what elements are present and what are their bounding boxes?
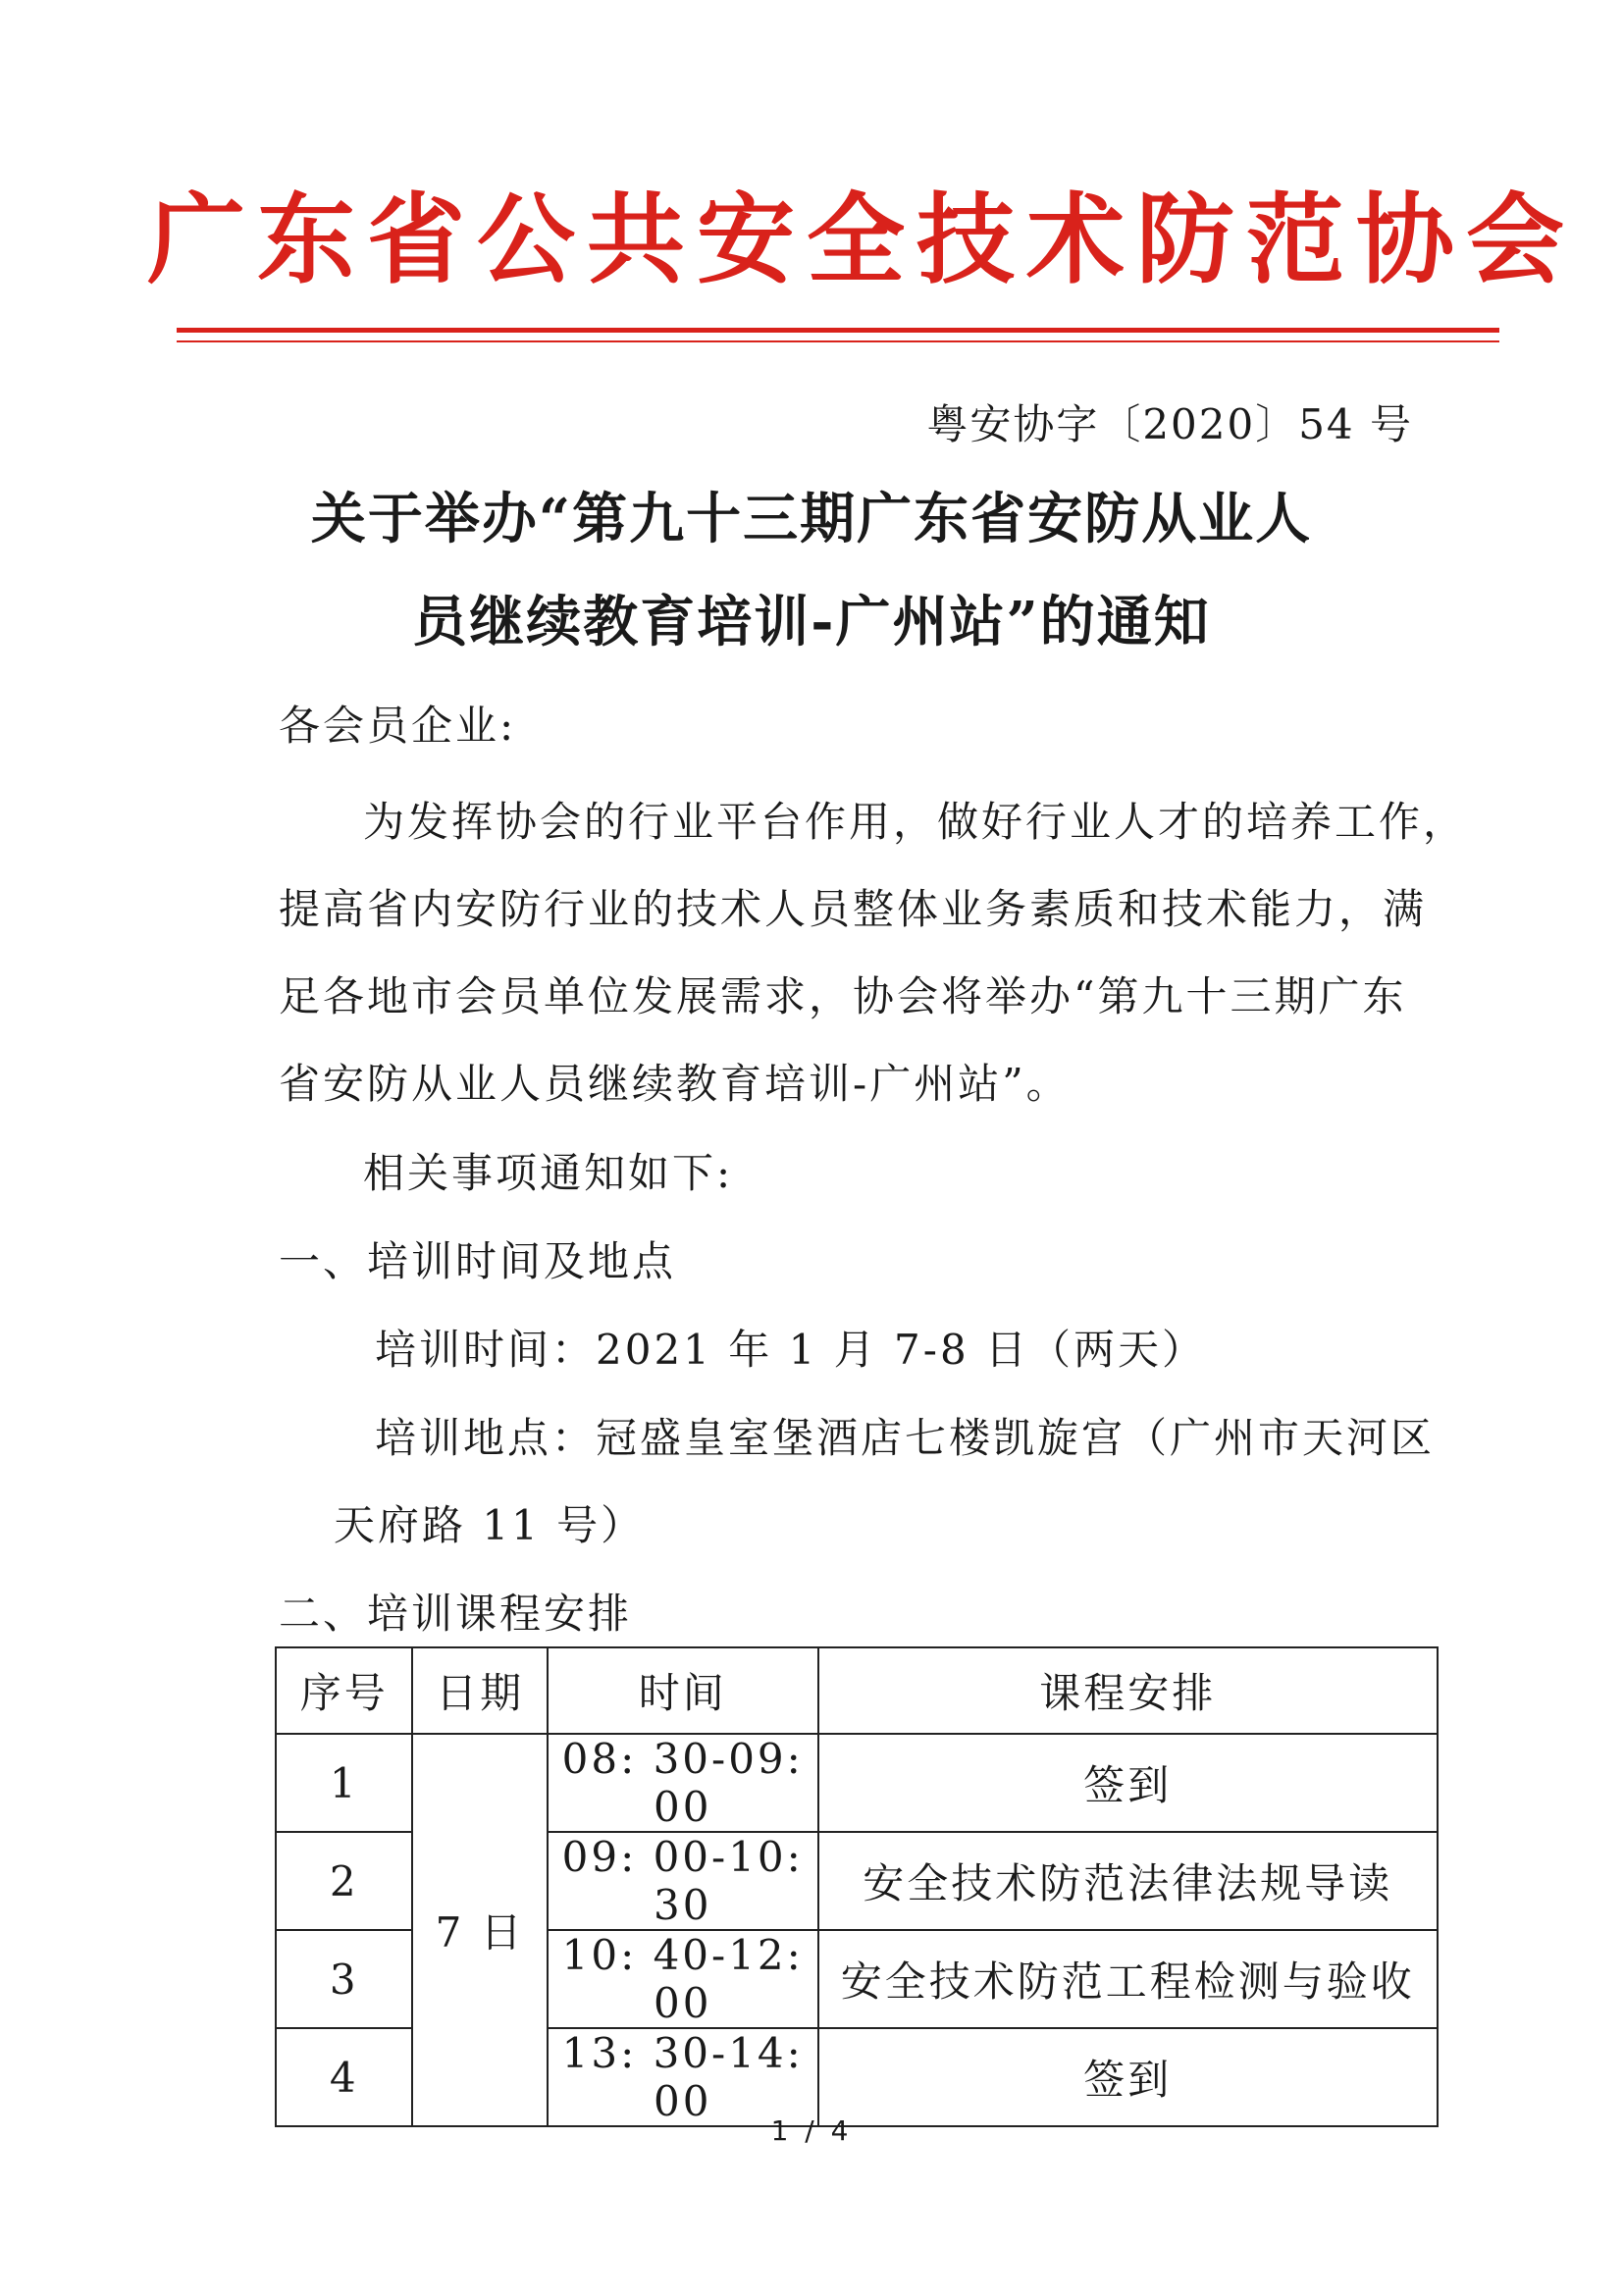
row-time: 13: 30-14: 00 xyxy=(548,2028,818,2126)
training-place-value: 冠盛皇室堡酒店七楼凯旋宫（广州市天河区 xyxy=(596,1414,1436,1462)
header-date: 日期 xyxy=(412,1647,547,1734)
notice-title-line-2: 员继续教育培训-广州站”的通知 xyxy=(412,590,1211,654)
header-time: 时间 xyxy=(548,1647,818,1734)
header-course: 课程安排 xyxy=(818,1647,1438,1734)
organization-letterhead: 广东省公共安全技术防范协会 xyxy=(147,183,1576,297)
document-number: 粤安协字〔2020〕54 号 xyxy=(926,400,1413,448)
table-header-row xyxy=(276,1647,1438,1734)
training-time-label: 培训时间： xyxy=(375,1326,597,1374)
section-heading-schedule: 二、培训课程安排 xyxy=(279,1590,633,1638)
row-course: 签到 xyxy=(818,1734,1438,1832)
paragraph-line: 为发挥协会的行业平台作用，做好行业人才的培养工作， xyxy=(363,798,1468,846)
table-row xyxy=(276,1734,1438,1832)
row-date: 7 日 xyxy=(412,1734,547,2126)
notice-intro: 相关事项通知如下: xyxy=(363,1149,734,1197)
row-course: 安全技术防范工程检测与验收 xyxy=(818,1930,1438,2028)
training-time-value: 2021 年 1 月 7-8 日（两天） xyxy=(596,1326,1207,1374)
paragraph-line: 省安防从业人员继续教育培训-广州站”。 xyxy=(279,1060,1071,1108)
letterhead-rule-thin xyxy=(177,340,1499,342)
paragraph-line: 足各地市会员单位发展需求，协会将举办“第九十三期广东 xyxy=(279,972,1407,1020)
row-course: 签到 xyxy=(818,2028,1438,2126)
training-time xyxy=(375,1321,1206,1380)
page-number: 1 / 4 xyxy=(770,2114,853,2147)
row-no: 4 xyxy=(276,2028,412,2126)
letterhead-rule-thick xyxy=(177,328,1499,333)
row-course: 安全技术防范法律法规导读 xyxy=(818,1832,1438,1930)
row-no: 1 xyxy=(276,1734,412,1832)
row-time: 10: 40-12: 00 xyxy=(548,1930,818,2028)
row-time: 08: 30-09: 00 xyxy=(548,1734,818,1832)
section-heading-time-place: 一、培训时间及地点 xyxy=(279,1237,677,1285)
row-time: 09: 00-10: 30 xyxy=(548,1832,818,1930)
salutation: 各会员企业: xyxy=(279,702,517,750)
training-place xyxy=(375,1409,1435,1468)
row-no: 2 xyxy=(276,1832,412,1930)
training-place-value-continued: 天府路 11 号） xyxy=(334,1501,646,1549)
row-no: 3 xyxy=(276,1930,412,2028)
training-place-label: 培训地点： xyxy=(375,1414,597,1462)
notice-title-line-1: 关于举办“第九十三期广东省安防从业人 xyxy=(310,487,1313,551)
schedule-table xyxy=(275,1646,1439,2127)
header-no: 序号 xyxy=(276,1647,412,1734)
paragraph-line: 提高省内安防行业的技术人员整体业务素质和技术能力，满 xyxy=(279,885,1428,933)
